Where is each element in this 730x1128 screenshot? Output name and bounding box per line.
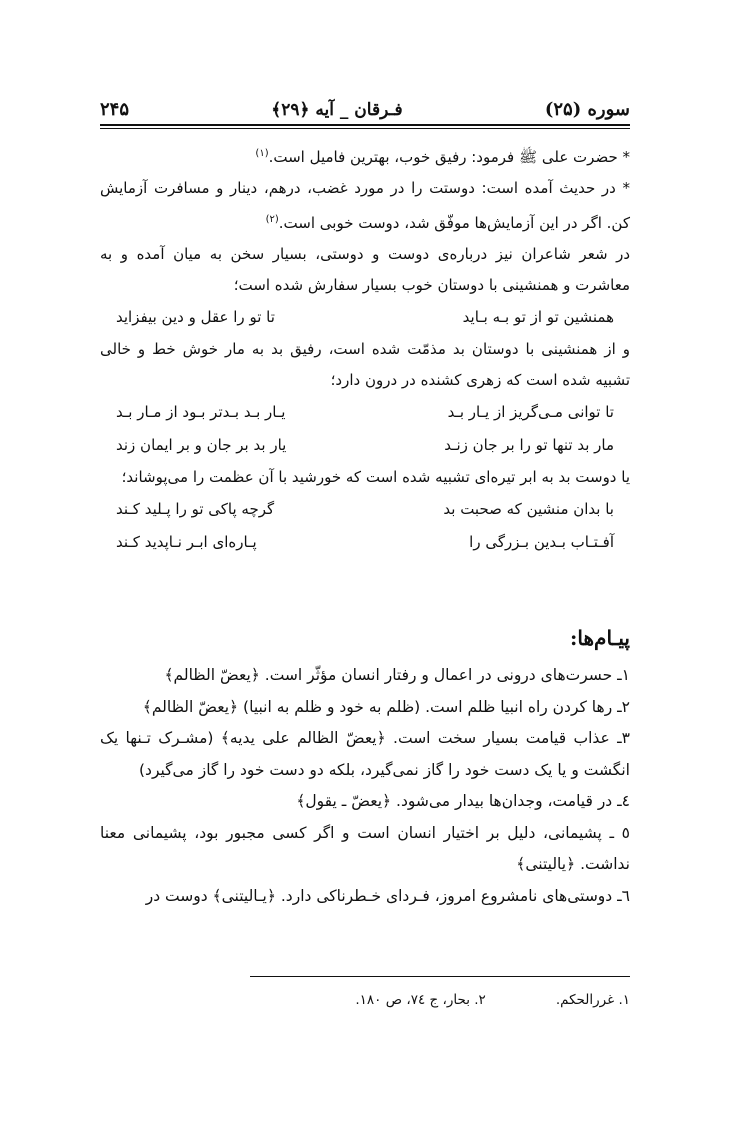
page-header — [100, 94, 630, 120]
hemistich-left: پـاره‌ای ابـر نـاپدید کـند — [116, 533, 257, 551]
hemistich-left: یـار بـد بـدتر بـود از مـار بـد — [116, 403, 286, 421]
hemistich-left: گرچه پاکی تو را پـلید کـند — [116, 500, 275, 518]
poem-verse — [100, 526, 630, 559]
hemistich-right: همنشین تو از تو بـه بـاید — [462, 308, 614, 326]
section-title: پیـام‌ها: — [570, 626, 630, 650]
footnote-1: ۱. غررالحکم. — [555, 992, 630, 1008]
lesson-item: ۲ـ رها کردن راه انبیا ظلم است. (ظلم به خود و ظلم به انبیا) ﴿یعضّ الظالم﴾ — [142, 697, 630, 716]
header-rule-thin — [100, 128, 630, 129]
hemistich-left: تا تو را عقل و دین بیفزاید — [116, 308, 275, 326]
lesson-item: ٤ـ در قیامت، وجدان‌ها بیدار می‌شود. ﴿یعضّ ـ یقول﴾ — [296, 792, 630, 810]
hemistich-right: مار بد تنها تو را بر جان زنـد — [444, 436, 614, 454]
hemistich-right: با بدان منشین که صحبت بد — [443, 500, 614, 518]
header-rule — [100, 124, 630, 126]
paragraph-cloud: یا دوست بد به ابر تیره‌ای تشبیه شده است که خورشید با آن عظمت را می‌پوشاند؛ — [121, 468, 630, 486]
footnote-rule — [250, 976, 630, 977]
lesson-item: ٥ ـ پشیمانی، دلیل بر اختیار انسان است و اگر کسی مجبور بود، پشیمانی معنا نداشت. ﴿یالیتنی﴾ — [100, 823, 630, 873]
poem-verse — [100, 429, 630, 462]
lessons-list — [100, 660, 630, 912]
main-text — [100, 138, 630, 559]
header-title: فـرقان _ آیه ﴿۲۹﴾ — [271, 100, 403, 120]
footnotes — [100, 992, 630, 1008]
footnote-2: ۲. بحار، ج ۷٤، ص ۱۸۰. — [355, 992, 486, 1008]
paragraph-bad-friends: و از همنشینی با دوستان بد مذمّت شده است، رفیق بد به مار خوش خط و خالی تشبیه شده است که زهری کشنده در درون دارد؛ — [100, 340, 630, 389]
paragraph-hadith-2: * در حدیث آمده است: دوستت را در مورد غضب، درهم، دینار و مسافرت آزمایش کن. اگر در این آزمایش‌ها موفّق شد، دوست خوبی است.$^{(۲)}$ — [100, 179, 630, 232]
hemistich-right: آفـتـاب بـدین بـزرگی را — [469, 533, 614, 551]
lesson-item: ۱ـ حسرت‌های درونی در اعمال و رفتار انسان مؤثّر است. ﴿یعضّ الظالم﴾ — [164, 666, 630, 684]
surah-label: سوره (۲۵) — [544, 99, 630, 120]
poem-verse — [100, 396, 630, 429]
hemistich-right: تا توانی مـی‌گریز از یـار بـد — [447, 403, 614, 421]
hemistich-left: یار بد بر جان و بر ایمان زند — [116, 436, 287, 454]
page-number: ۲۴۵ — [100, 99, 130, 120]
paragraph-hadith-1: * حضرت علی ﷺ فرمود: رفیق خوب، بهترین فامیل است.$^{(۱)}$ — [255, 148, 630, 166]
poem-verse — [100, 493, 630, 526]
paragraph-poets: در شعر شاعران نیز درباره‌ی دوست و دوستی، بسیار سخن به میان آمده و به معاشرت و همنشینی با دوستان خوب بسیار سفارش شده است؛ — [100, 245, 630, 294]
footnote-mark-1: (۱) — [255, 148, 269, 159]
lesson-item: ۳ـ عذاب قیامت بسیار سخت است. ﴿یعضّ الظالم علی یدیه﴾ (مشـرک تـنها یک انگشت و یا یک دست خود را گاز نمی‌گیرد، بلکه دو دست خود را گاز می‌گیرد) — [100, 729, 630, 779]
lesson-item: ٦ـ دوستی‌های نامشروع امروز، فـردای خـطرناکی دارد. ﴿یـالیتنی﴾ دوست در — [145, 886, 630, 905]
poem-verse — [100, 301, 630, 334]
footnote-mark-2: (۲) — [265, 214, 279, 225]
